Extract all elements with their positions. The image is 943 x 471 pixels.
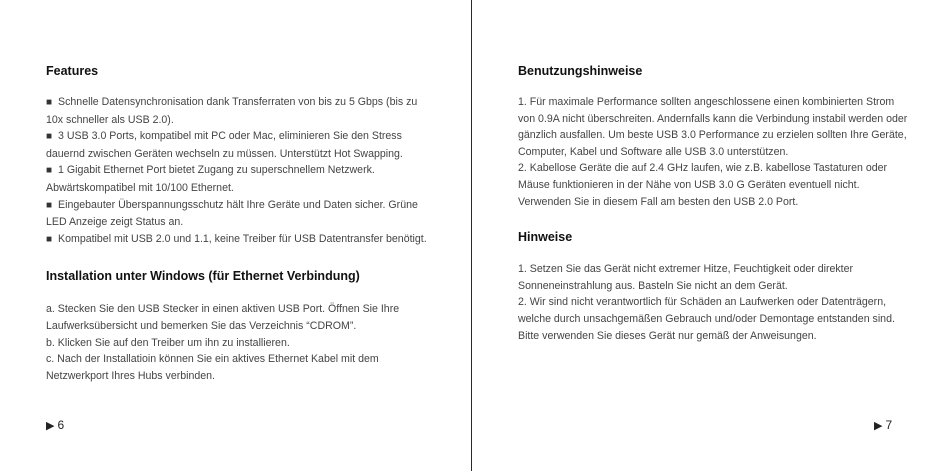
- page-number-left: ▶ 6: [46, 418, 65, 432]
- square-bullet-icon: ■: [46, 165, 53, 177]
- installation-title: Installation unter Windows (für Ethernet Verbindung): [46, 269, 360, 284]
- play-arrow-icon: ▶: [46, 419, 55, 432]
- usage-title: Benutzungshinweise: [518, 64, 643, 78]
- right-column: [518, 63, 910, 344]
- square-bullet-icon: ■: [46, 97, 53, 108]
- features-list: [46, 94, 436, 248]
- features-item: ■ 1 Gigabit Ethernet Port bietet Zugang zu superschnellem Netzwerk. Abwärtskompatibel mit 10/100 Ethernet.: [46, 164, 375, 194]
- usage-list: [518, 94, 910, 210]
- features-item: ■ 3 USB 3.0 Ports, kompatibel mit PC oder Mac, eliminieren Sie den Stress dauernd zwischen Geräten wechseln zu müssen. Unterstützt Hot Swapping.: [46, 130, 403, 160]
- installation-step: a. Stecken Sie den USB Stecker in einen aktiven USB Port. Öffnen Sie Ihre Laufwerksübersicht und bemerken Sie das Verzeichnis “CDROM”.: [46, 303, 400, 332]
- notes-list: [518, 261, 910, 344]
- left-column: [46, 63, 436, 384]
- notes-item: 1. Setzen Sie das Gerät nicht extremer Hitze, Feuchtigkeit oder direkter Sonneneinstrahlung aus. Basteln Sie nicht an dem Gerät.: [518, 263, 854, 292]
- square-bullet-icon: ■: [46, 233, 53, 245]
- features-item: ■ Eingebauter Überspannungsschutz hält Ihre Geräte und Daten sicher. Grüne LED Anzeige zeigt Status an.: [46, 198, 418, 229]
- features-title: Features: [46, 64, 99, 78]
- left-page: [0, 0, 471, 471]
- features-item: ■ Schnelle Datensynchronisation dank Transferraten von bis zu 5 Gbps (bis zu 10x schneller als USB 2.0).: [46, 96, 418, 126]
- square-bullet-icon: ■: [46, 199, 53, 211]
- installation-step: b. Klicken Sie auf den Treiber um ihn zu installieren.: [46, 336, 290, 349]
- play-arrow-icon: ▶: [874, 419, 883, 432]
- usage-item: 2. Kabellose Geräte die auf 2.4 GHz laufen, wie z.B. kabellose Tastaturen oder Mäuse funktionieren in der Nähe von USB 3.0 G Geräten eventuell nicht. Verwenden Sie in diesem Fall am besten den USB 2.0 Port.: [518, 162, 888, 208]
- usage-item: 1. Für maximale Performance sollten angeschlossene einen kombinierten Strom von 0.9A nicht überschreiten. Andernfalls kann die Verbindung instabil werden oder gänzlich ausfallen. Um beste USB 3.0 Performance zu erzielen sollten Ihre Geräte, Computer, Kabel und Software alle USB 3.0 unterstützen.: [518, 96, 908, 158]
- notes-title: Hinweise: [518, 230, 573, 245]
- installation-step: c. Nach der Installatioin können Sie ein aktives Ethernet Kabel mit dem Netzwerkport Ihres Hubs verbinden.: [46, 353, 379, 382]
- notes-item: 2. Wir sind nicht verantwortlich für Schäden an Laufwerken oder Datenträgern, welche durch unsachgemäßen Gebrauch und/oder Demontage entstanden sind. Bitte verwenden Sie dieses Gerät nur gemäß der Anweisungen.: [518, 296, 895, 342]
- installation-steps: [46, 301, 436, 384]
- page-number-right: ▶ 7: [874, 418, 893, 432]
- features-item: ■ Kompatibel mit USB 2.0 und 1.1, keine Treiber für USB Datentransfer benötigt.: [46, 232, 427, 245]
- square-bullet-icon: ■: [46, 131, 53, 143]
- right-page: [472, 0, 943, 471]
